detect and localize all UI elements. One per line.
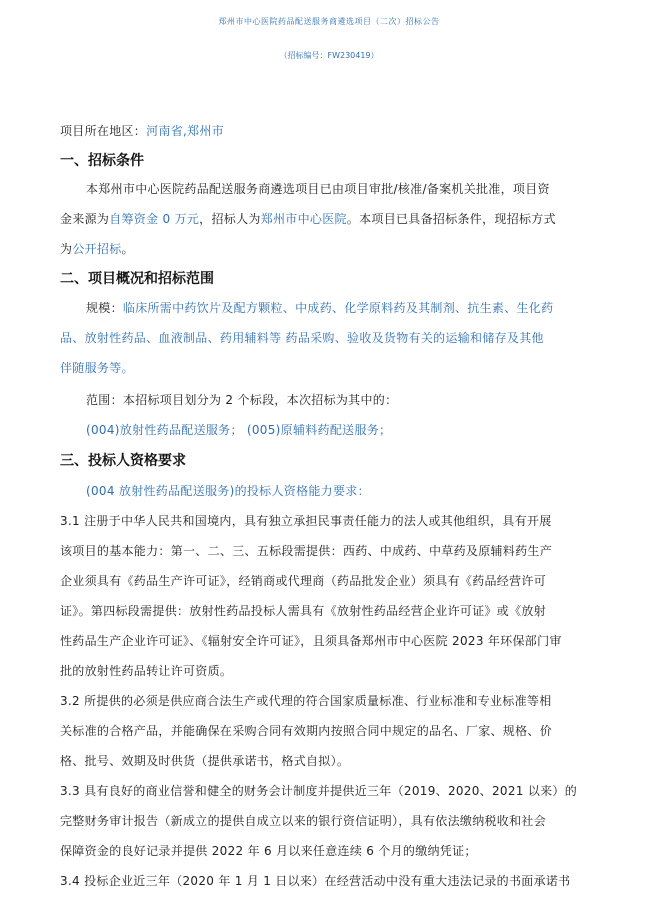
tender-number: （招标编号：FW230419） [279, 51, 379, 60]
requirement-line: 完整财务审计报告（新成立的提供自成立以来的银行资信证明），具有依法缴纳税收和社会 [60, 814, 547, 828]
tenderer-name: 郑州市中心医院 [260, 212, 347, 226]
requirement-line: 格、批号、效期及时供货（提供承诺书，格式自拟）。 [60, 754, 350, 768]
scale-line: 伴随服务等。 [60, 361, 134, 375]
requirement-line: 关标准的合格产品，并能确保在采购合同有效期内按照合同中规定的品名、厂家、规格、价 [60, 724, 553, 738]
requirement-line: 批的放射性药品转让许可资质。 [60, 664, 233, 678]
location-value: 河南省,郑州市 [146, 124, 225, 138]
section-heading-bid-conditions: 一、招标条件 [60, 153, 144, 169]
tender-method: 公开招标 [72, 242, 122, 256]
section-heading-qualifications: 三、投标人资格要求 [60, 453, 186, 469]
paragraph-line: 为公开招标。 [60, 242, 134, 256]
fund-source: 自筹资金 0 万元 [109, 212, 200, 226]
paragraph-line: 本郑州市中心医院药品配送服务商遴选项目已由项目审批/核准/备案机关批准，项目资 [86, 182, 550, 196]
requirement-line: 3.2 所提供的必须是供应商合法生产或代理的符合国家质量标准、行业标准和专业标准等相 [60, 694, 552, 708]
requirement-line: 3.1 注册于中华人民共和国境内，具有独立承担民事责任能力的法人或其他组织，具有开展 [60, 514, 552, 528]
qualification-intro: (004 放射性药品配送服务)的投标人资格能力要求： [86, 484, 370, 498]
lots-line: (004)放射性药品配送服务； (005)原辅料药配送服务； [86, 423, 392, 437]
requirement-line: 3.3 具有良好的商业信誉和健全的财务会计制度并提供近三年（2019、2020、2021 以来）的 [60, 784, 578, 798]
section-heading-project-overview: 二、项目概况和招标范围 [60, 271, 214, 287]
requirement-line: 3.4 投标企业近三年（2020 年 1 月 1 日以来）在经营活动中没有重大违法记录的书面承诺书 [60, 874, 571, 888]
requirement-line: 保障资金的良好记录并提供 2022 年 6 月以来任意连续 6 个月的缴纳凭证； [60, 844, 477, 858]
requirement-line: 性药品生产企业许可证》、《辐射安全许可证》，且须具备郑州市中心医院 2023 年环保部门审 [60, 634, 562, 648]
page-title: 郑州市中心医院药品配送服务商遴选项目（二次）招标公告 [218, 17, 440, 26]
scale-line: 品、放射性药品、血液制品、药用辅料等 药品采购、验收及货物有关的运输和储存及其他 [60, 331, 544, 345]
range-line: 范围：本招标项目划分为 2 个标段，本次招标为其中的： [86, 393, 398, 407]
requirement-line: 企业须具有《药品生产许可证》，经销商或代理商（药品批发企业）须具有《药品经营许可 [60, 574, 547, 588]
location-label: 项目所在地区： [60, 124, 147, 138]
requirement-line: 该项目的基本能力：第一、二、三、五标段需提供：西药、中成药、中草药及原辅料药生产 [60, 544, 553, 558]
paragraph-line: 金来源为自筹资金 0 万元，招标人为郑州市中心医院。本项目已具备招标条件，现招标方式 [60, 212, 556, 226]
scale-line: 规模：临床所需中药饮片及配方颗粒、中成药、化学原料药及其制剂、抗生素、生化药 [86, 301, 554, 315]
project-location [60, 122, 224, 139]
requirement-line: 证》。第四标段需提供：放射性药品投标人需具有《放射性药品经营企业许可证》或《放射 [60, 604, 547, 618]
